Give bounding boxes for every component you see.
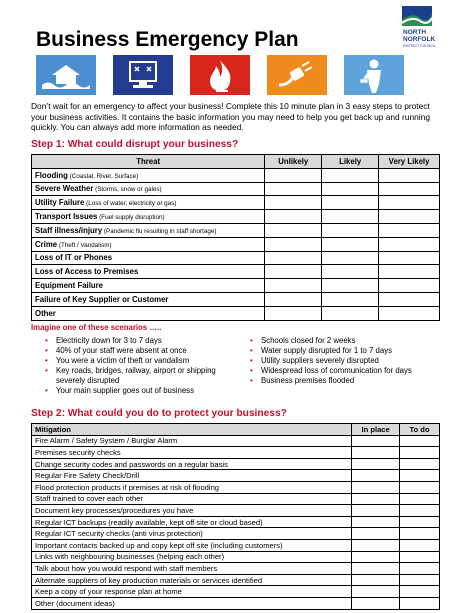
threat-label	[32, 223, 265, 237]
likely-cell[interactable]	[322, 279, 379, 293]
to-do-cell[interactable]	[400, 481, 440, 493]
flood-icon	[36, 55, 96, 95]
scenario-item: • Water supply disrupted for 1 to 7 days	[249, 346, 449, 356]
scenario-item: • Schools closed for 2 weeks	[249, 336, 449, 346]
mitigation-label: Talk about how you would respond with staff members	[32, 563, 352, 575]
step1-heading: Step 1: What could disrupt your business?	[31, 139, 239, 150]
unlikely-cell[interactable]	[265, 306, 322, 320]
page-title: Business Emergency Plan	[36, 28, 299, 51]
in-place-cell[interactable]	[352, 563, 400, 575]
threat-name: Utility Failure	[35, 198, 85, 208]
in-place-column-header: In place	[352, 424, 400, 436]
logo-line2: NORFOLK	[403, 36, 436, 43]
mitigation-column-header: Mitigation	[32, 424, 352, 436]
mitigation-row	[32, 563, 440, 575]
in-place-cell[interactable]	[352, 470, 400, 482]
threat-note: (Storms, snow or gales)	[93, 186, 162, 194]
very-likely-cell[interactable]	[379, 223, 440, 237]
mitigation-label: Important contacts backed up and copy kept off site (including customers)	[32, 539, 352, 551]
in-place-cell[interactable]	[352, 597, 400, 609]
in-place-cell[interactable]	[352, 586, 400, 598]
in-place-cell[interactable]	[352, 528, 400, 540]
threat-row	[32, 196, 440, 210]
unlikely-cell[interactable]	[265, 292, 322, 306]
in-place-cell[interactable]	[352, 493, 400, 505]
mitigation-label: Document key processes/procedures you have	[32, 505, 352, 517]
mitigation-row	[32, 481, 440, 493]
mitigation-row	[32, 493, 440, 505]
in-place-cell[interactable]	[352, 447, 400, 459]
in-place-cell[interactable]	[352, 539, 400, 551]
threat-row	[32, 182, 440, 196]
mitigation-label: Fire Alarm / Safety System / Burglar Alarm	[32, 435, 352, 447]
hazard-icon-row	[36, 55, 404, 95]
threat-name: Equipment Failure	[35, 281, 104, 291]
mitigation-label: Staff trained to cover each other	[32, 493, 352, 505]
mitigation-row	[32, 470, 440, 482]
likely-column-header: Likely	[322, 155, 379, 169]
threat-label	[32, 306, 265, 320]
to-do-cell[interactable]	[400, 505, 440, 517]
in-place-cell[interactable]	[352, 435, 400, 447]
mitigation-row	[32, 586, 440, 598]
to-do-cell[interactable]	[400, 458, 440, 470]
threat-name: Flooding	[35, 170, 68, 180]
very-likely-cell[interactable]	[379, 182, 440, 196]
to-do-cell[interactable]	[400, 586, 440, 598]
to-do-cell[interactable]	[400, 597, 440, 609]
threat-label	[32, 237, 265, 251]
mitigation-row	[32, 516, 440, 528]
very-likely-cell[interactable]	[379, 279, 440, 293]
threat-name: Other	[35, 308, 56, 318]
threat-label	[32, 279, 265, 293]
mitigation-label: Other (document ideas)	[32, 597, 352, 609]
scenarios-list-left	[44, 336, 234, 396]
to-do-cell[interactable]	[400, 528, 440, 540]
logo-line3: DISTRICT COUNCIL	[403, 44, 436, 48]
unlikely-cell[interactable]	[265, 210, 322, 224]
very-likely-cell[interactable]	[379, 196, 440, 210]
mitigation-label: Premises security checks	[32, 447, 352, 459]
threat-row	[32, 168, 440, 182]
mitigation-row	[32, 458, 440, 470]
threat-note: (Coastal, River, Surface)	[67, 172, 139, 180]
likely-cell[interactable]	[322, 223, 379, 237]
scenario-item: • You were a victim of theft or vandalism	[44, 356, 234, 366]
threat-name: Transport Issues	[35, 212, 98, 222]
very-likely-cell[interactable]	[379, 237, 440, 251]
to-do-cell[interactable]	[400, 470, 440, 482]
to-do-cell[interactable]	[400, 516, 440, 528]
scenario-item: • 40% of your staff were absent at once	[44, 346, 234, 356]
mitigation-label: Regular ICT backups (readily available, kept off site or cloud based)	[32, 516, 352, 528]
mitigation-row	[32, 551, 440, 563]
mitigation-row	[32, 435, 440, 447]
threat-row	[32, 306, 440, 320]
threat-label	[32, 265, 265, 279]
threat-label	[32, 182, 265, 196]
threat-name: Severe Weather	[35, 184, 94, 194]
mitigation-label: Regular Fire Safety Check/Drill	[32, 470, 352, 482]
intro-text: Don’t wait for an emergency to affect your business! Complete this 10 minute plan in 3 easy steps to protect your business activities. It contains the basic information you may need to help you get back up and running quickly. You can always add more information as needed.	[31, 101, 430, 132]
threat-row	[32, 251, 440, 265]
unlikely-cell[interactable]	[265, 196, 322, 210]
very-likely-cell[interactable]	[379, 168, 440, 182]
unlikely-cell[interactable]	[265, 168, 322, 182]
mitigation-label: Flood protection products if premises at risk of flooding	[32, 481, 352, 493]
to-do-cell[interactable]	[400, 493, 440, 505]
threat-label	[32, 196, 265, 210]
very-likely-cell[interactable]	[379, 265, 440, 279]
mitigation-row	[32, 539, 440, 551]
mitigation-row	[32, 505, 440, 517]
unlikely-cell[interactable]	[265, 279, 322, 293]
threat-label	[32, 251, 265, 265]
unlikely-column-header: Unlikely	[265, 155, 322, 169]
mitigation-row	[32, 597, 440, 609]
in-place-cell[interactable]	[352, 551, 400, 563]
to-do-cell[interactable]	[400, 435, 440, 447]
likely-cell[interactable]	[322, 265, 379, 279]
scenario-item: • Your main supplier goes out of business	[44, 386, 234, 396]
mitigation-label: Keep a copy of your response plan at home	[32, 586, 352, 598]
unlikely-cell[interactable]	[265, 223, 322, 237]
fire-icon	[190, 55, 250, 95]
to-do-column-header: To do	[400, 424, 440, 436]
scenario-item: • Business premises flooded	[249, 376, 449, 386]
threat-label	[32, 292, 265, 306]
threat-label	[32, 168, 265, 182]
very-likely-cell[interactable]	[379, 251, 440, 265]
likely-cell[interactable]	[322, 168, 379, 182]
unlikely-cell[interactable]	[265, 265, 322, 279]
likely-cell[interactable]	[322, 196, 379, 210]
in-place-cell[interactable]	[352, 481, 400, 493]
likely-cell[interactable]	[322, 237, 379, 251]
threat-label	[32, 210, 265, 224]
threat-name: Loss of IT or Phones	[35, 253, 113, 263]
to-do-cell[interactable]	[400, 563, 440, 575]
likely-cell[interactable]	[322, 251, 379, 265]
scenarios-heading: Imagine one of these scenarios …..	[31, 323, 162, 332]
in-place-cell[interactable]	[352, 505, 400, 517]
scenarios-list-right	[249, 336, 449, 386]
scenario-item: • Widespread loss of communication for days	[249, 366, 449, 376]
to-do-cell[interactable]	[400, 574, 440, 586]
threat-row	[32, 265, 440, 279]
step2-heading: Step 2: What could you do to protect your business?	[31, 408, 287, 419]
threat-note: (Theft / Vandalism)	[57, 241, 112, 249]
threat-row	[32, 279, 440, 293]
very-likely-column-header: Very Likely	[379, 155, 440, 169]
threat-row	[32, 223, 440, 237]
mitigation-label: Links with neighbouring businesses (helping each other)	[32, 551, 352, 563]
mitigation-row	[32, 574, 440, 586]
to-do-cell[interactable]	[400, 447, 440, 459]
unlikely-cell[interactable]	[265, 251, 322, 265]
mitigation-label: Alternate suppliers of key production materials or services identified	[32, 574, 352, 586]
threat-row	[32, 292, 440, 306]
unlikely-cell[interactable]	[265, 182, 322, 196]
threat-table	[31, 154, 440, 321]
mitigation-label: Change security codes and passwords on a regular basis	[32, 458, 352, 470]
threat-note: (Loss of water, electricity or gas)	[84, 200, 177, 208]
scenario-item: • Electricity down for 3 to 7 days	[44, 336, 234, 346]
mitigation-row	[32, 528, 440, 540]
likely-cell[interactable]	[322, 182, 379, 196]
very-likely-cell[interactable]	[379, 292, 440, 306]
mitigation-row	[32, 447, 440, 459]
to-do-cell[interactable]	[400, 539, 440, 551]
threat-name: Loss of Access to Premises	[35, 267, 139, 277]
in-place-cell[interactable]	[352, 516, 400, 528]
likely-cell[interactable]	[322, 210, 379, 224]
logo-line1: NORTH	[403, 29, 427, 36]
threat-row	[32, 210, 440, 224]
threat-column-header: Threat	[32, 155, 265, 169]
power-plug-icon	[267, 55, 327, 95]
scenario-item: • Key roads, bridges, railway, airport or shipping severely disrupted	[44, 366, 234, 386]
mitigation-label: Regular ICT security checks (anti virus protection)	[32, 528, 352, 540]
scenario-item: • Utility suppliers severely disrupted	[249, 356, 449, 366]
likely-cell[interactable]	[322, 292, 379, 306]
threat-row	[32, 237, 440, 251]
threat-name: Crime	[35, 239, 58, 249]
threat-note: (Pandemic flu resulting in staff shortage)	[102, 227, 217, 235]
threat-name: Failure of Key Supplier or Customer	[35, 294, 169, 304]
likely-cell[interactable]	[322, 306, 379, 320]
in-place-cell[interactable]	[352, 574, 400, 586]
to-do-cell[interactable]	[400, 551, 440, 563]
injured-person-icon	[344, 55, 404, 95]
threat-name: Staff illness/injury	[35, 225, 103, 235]
mitigation-table	[31, 423, 440, 610]
computer-failure-icon	[113, 55, 173, 95]
very-likely-cell[interactable]	[379, 210, 440, 224]
very-likely-cell[interactable]	[379, 306, 440, 320]
in-place-cell[interactable]	[352, 458, 400, 470]
threat-note: (Fuel supply disruption)	[97, 214, 165, 222]
unlikely-cell[interactable]	[265, 237, 322, 251]
